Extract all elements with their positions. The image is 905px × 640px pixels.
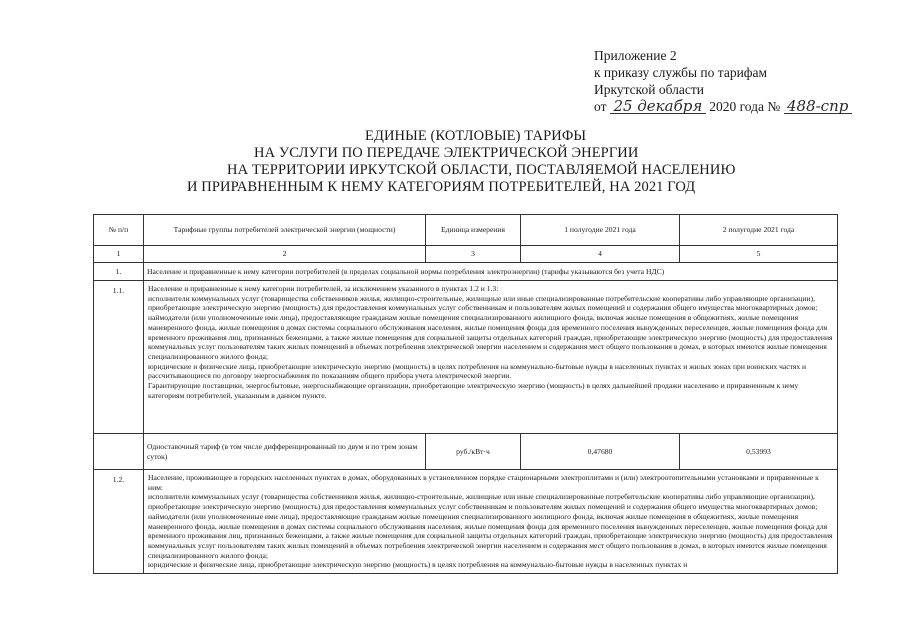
title-line-1: ЕДИНЫЕ (КОТЛОВЫЕ) ТАРИФЫ xyxy=(365,128,587,144)
tariff-h1-value: 0,47680 xyxy=(521,434,680,470)
appendix-block xyxy=(594,47,852,115)
empty-cell xyxy=(94,434,144,470)
header-cell: Единица измерения xyxy=(426,215,521,246)
column-number: 4 xyxy=(521,246,680,263)
appendix-line-3: Иркутской области xyxy=(594,82,705,97)
row-description: Население и приравненные к нему категории потребителей (в пределах социальной нормы потребления электроэнергии) (тарифы указываются без учета НДС) xyxy=(144,263,838,281)
tariff-label: Одноставочный тариф (в том числе дифференцированный по двум и по трем зонам суток) xyxy=(144,434,426,470)
document-title xyxy=(150,128,770,196)
unit-cell: руб./кВт·ч xyxy=(426,434,521,470)
tariff-h2-value: 0,53993 xyxy=(680,434,838,470)
column-number: 3 xyxy=(426,246,521,263)
row-number: 1. xyxy=(94,263,144,281)
row-number: 1.2. xyxy=(94,470,144,574)
year-text: 2020 года № xyxy=(709,99,781,114)
title-line-4: И ПРИРАВНЕННЫМ К НЕМУ КАТЕГОРИЯМ ПОТРЕБИТЕЛЕЙ, НА 2021 ГОД xyxy=(187,179,696,195)
column-number: 2 xyxy=(144,246,426,263)
title-line-2: НА УСЛУГИ ПО ПЕРЕДАЧЕ ЭЛЕКТРИЧЕСКОЙ ЭНЕРГИИ xyxy=(254,145,639,161)
paragraph: Население, проживающее в городских населенных пунктах в домах, оборудованных в установленном порядке стационарными электроплитами и (или) электроотопительными установками и приравненные к ним: xyxy=(148,473,819,492)
title-line-3: НА ТЕРРИТОРИИ ИРКУТСКОЙ ОБЛАСТИ, ПОСТАВЛЯЕМОЙ НАСЕЛЕНИЮ xyxy=(227,162,736,178)
handwritten-order-number: 488-спр xyxy=(784,99,852,114)
appendix-line-2: к приказу службы по тарифам xyxy=(594,65,768,80)
appendix-date-line xyxy=(594,98,852,115)
tariff-table xyxy=(93,214,838,574)
table-row xyxy=(94,470,838,574)
table-row xyxy=(94,434,838,470)
column-number: 1 xyxy=(94,246,144,263)
column-number-row xyxy=(94,246,838,263)
table-row xyxy=(94,263,838,281)
paragraph: исполнители коммунальных услуг (товарищества собственников жилья, жилищно-строительные, жилищные или иные специализированные потребительские кооперативы либо управляющие организации), приобретающие электрическую энергию (мощность) для предоставления коммунальных услуг собственникам и пользователям жилых помещений и содержания общего имущества многоквартирных домов; наймодатели (или уполномоченные ими лица), предоставляющие гражданам жилые помещения специализированного жилищного фонда, включая жилые помещения в общежитиях, жилые помещения маневренного фонда, жилые помещения в домах системы социального обслуживания населения, жилые помещения фонда для временного поселения вынужденных переселенцев, жилые помещения фонда для временного проживания лиц, признанных беженцами, а также жилые помещения для социальной защиты отдельных категорий граждан, приобретающие электрическую энергию (мощность) для предоставления коммунальных услуг пользователям таких жилых помещений в объемах потребления электрической энергии населением и содержания мест общего пользования в домах, в которых имеются жилые помещения специализированного жилого фонда; xyxy=(148,293,833,361)
paragraph: юридические и физические лица, приобретающие электрическую энергию (мощность) в целях потребления на коммунально-бытовые нужды в населенных пунктах и xyxy=(148,560,688,570)
paragraph: Население и приравненные к нему категории потребителей, за исключением указанного в пунктах 1.2 и 1.3: xyxy=(148,284,499,293)
row-description xyxy=(144,470,838,574)
table-header-row xyxy=(94,215,838,246)
table-row xyxy=(94,281,838,434)
paragraph: исполнители коммунальных услуг (товарищества собственников жилья, жилищно-строительные, жилищные или иные специализированные потребительские кооперативы либо управляющие организации), приобретающие электрическую энергию (мощность) для предоставления коммунальных услуг собственникам и пользователям жилых помещений и содержания общего имущества многоквартирных домов; наймодатели (или уполномоченные ими лица), предоставляющие гражданам жилые помещения специализированного жилищного фонда, включая жилые помещения в общежитиях, жилые помещения маневренного фонда, жилые помещения в домах системы социального обслуживания населения, жилые помещения фонда для временного поселения вынужденных переселенцев, жилые помещения фонда для временного проживания лиц, признанных беженцами, а также жилые помещения для социальной защиты отдельных категорий граждан, приобретающие электрическую энергию (мощность) для предоставления коммунальных услуг пользователям таких жилых помещений в объемах потребления электрической энергии населением и содержания мест общего пользования в домах, в которых имеются жилые помещения специализированного жилого фонда; xyxy=(148,492,833,560)
appendix-line-1: Приложение 2 xyxy=(594,48,677,63)
header-cell: 1 полугодие 2021 года xyxy=(521,215,680,246)
paragraph: юридические и физические лица, приобретающие электрическую энергию (мощность) в целях потребления на коммунально-бытовые нужды в населенных пунктах и жилых зонах при воинских частях и рассчитывающиеся по договору энергоснабжения по показаниям общего прибора учета электрической энергии. xyxy=(148,361,807,381)
header-cell: Тарифные группы потребителей электрической энергии (мощности) xyxy=(144,215,426,246)
column-number: 5 xyxy=(680,246,838,263)
header-cell: № п/п xyxy=(94,215,144,246)
paragraph: Гарантирующие поставщики, энергосбытовые, энергоснабжающие организации, приобретающие электрическую энергию (мощность) в целях дальнейшей продажи населению и приравненным к нему категориям потребителей, указанным в данном пункте. xyxy=(148,381,799,400)
row-number: 1.1. xyxy=(94,281,144,434)
from-label: от xyxy=(594,99,607,114)
handwritten-date: 25 декабря xyxy=(610,99,706,114)
header-cell: 2 полугодие 2021 года xyxy=(680,215,838,246)
row-description xyxy=(144,281,838,434)
